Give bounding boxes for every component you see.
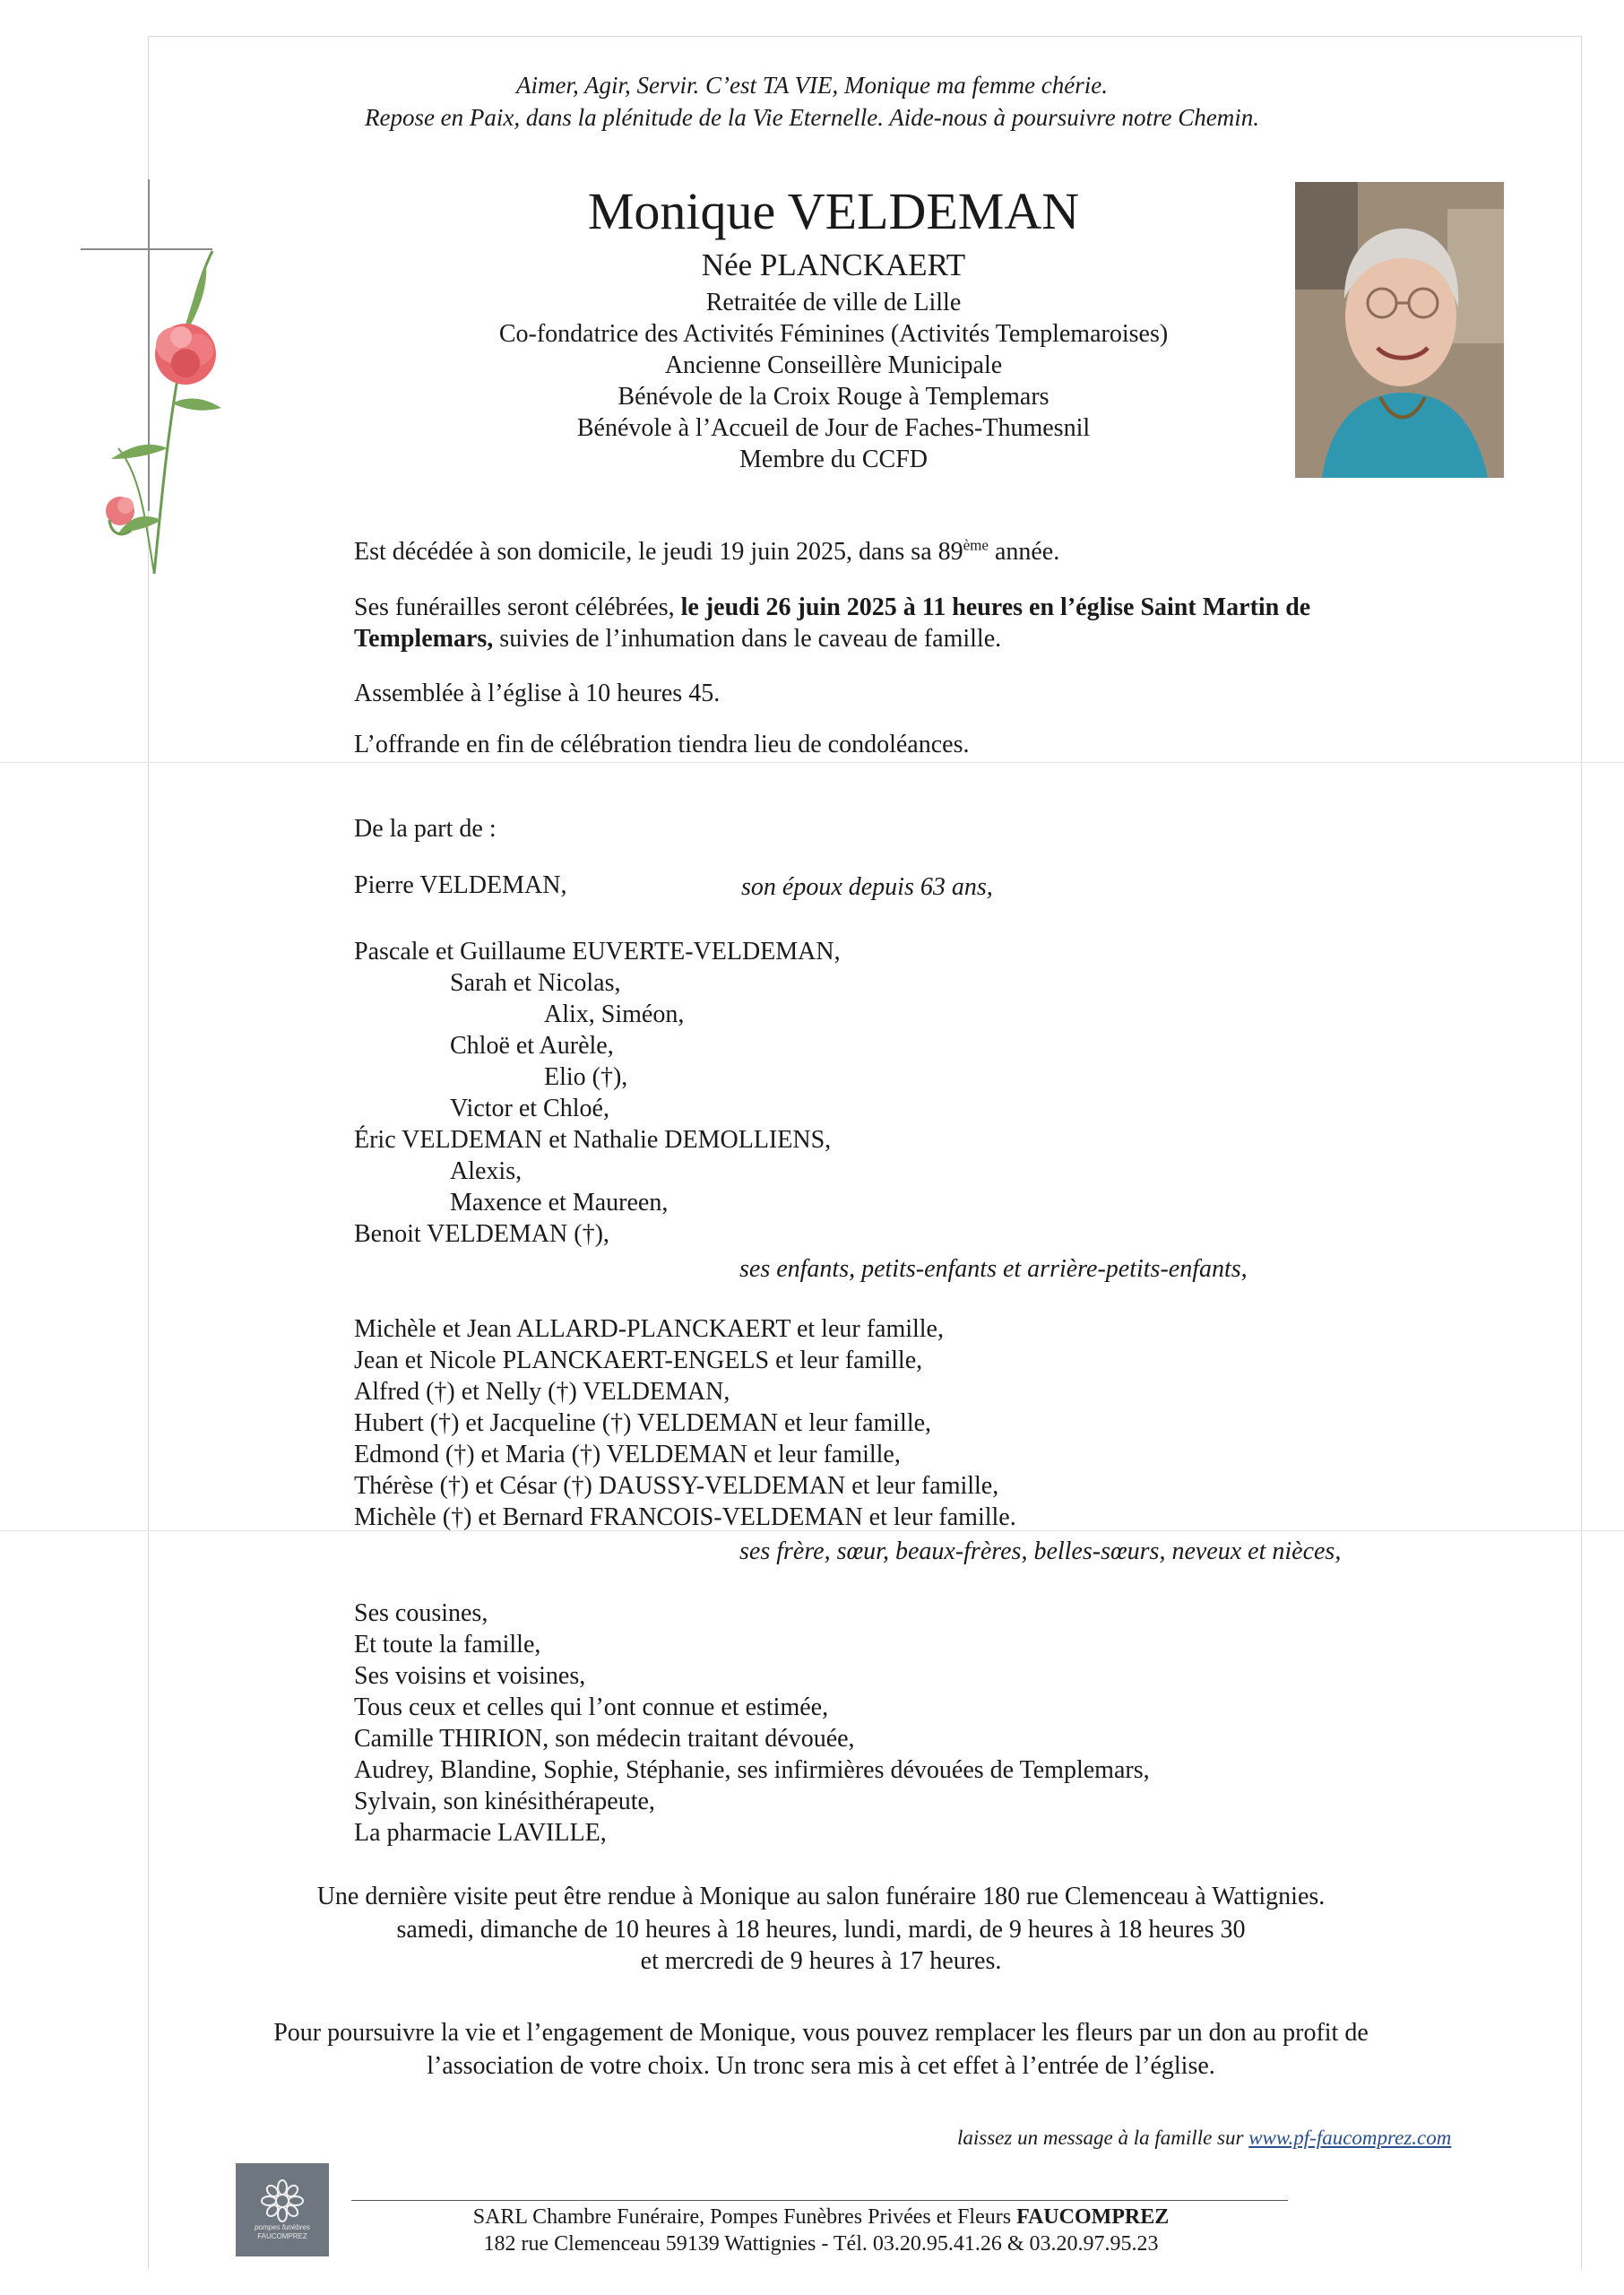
family-member: Alexis, [450,1157,523,1185]
visit-hours: et mercredi de 9 heures à 17 heures. [640,1947,1002,1975]
sibling-entry: Hubert (†) et Jacqueline (†) VELDEMAN et leur famille, [354,1409,932,1437]
company-address: 182 rue Clemenceau 59139 Wattignies - Tél. 03.20.95.41.26 & 03.20.97.95.23 [483,2232,1159,2256]
visit-info: Une dernière visite peut être rendue à Monique au salon funéraire 180 rue Clemenceau à Wattignies. [316,1883,1326,1910]
title-line: Retraitée de ville de Lille [705,289,962,316]
other-mourner: Sylvain, son kinésithérapeute, [354,1788,655,1815]
sibling-entry: Jean et Nicole PLANCKAERT-ENGELS et leur famille, [354,1347,923,1374]
sibling-entry: Thérèse (†) et César (†) DAUSSY-VELDEMAN et leur famille, [354,1472,999,1500]
other-mourner: Et toute la famille, [354,1631,541,1658]
assembly-time: Assemblée à l’église à 10 heures 45. [354,680,721,707]
portrait-photo [1295,182,1504,478]
footer-divider [351,2200,1288,2201]
spouse-role: son époux depuis 63 ans, [741,873,993,901]
title-line: Ancienne Conseillère Municipale [664,351,1003,379]
family-member: Maxence et Maureen, [450,1189,669,1217]
family-member: Chloë et Aurèle, [450,1032,614,1060]
maiden-name: Née PLANCKAERT [701,247,966,282]
epigraph-line: Aimer, Agir, Servir. C’est TA VIE, Monique ma femme chérie. [516,72,1108,99]
other-mourner: Tous ceux et celles qui l’ont connue et estimée, [354,1693,829,1721]
other-mourner: Camille THIRION, son médecin traitant dévouée, [354,1725,855,1753]
family-member: Sarah et Nicolas, [450,969,621,997]
other-mourner: La pharmacie LAVILLE, [354,1819,607,1847]
family-member: Pascale et Guillaume EUVERTE-VELDEMAN, [354,938,841,966]
family-intro: De la part de : [354,815,497,843]
family-member: Benoit VELDEMAN (†), [354,1220,609,1248]
funeral-home-website-link[interactable]: www.pf-faucomprez.com [1248,2126,1452,2149]
family-member: Alix, Siméon, [544,1000,685,1028]
title-line: Co-fondatrice des Activités Féminines (Activités Templemaroises) [498,320,1169,348]
sibling-entry: Michèle (†) et Bernard FRANCOIS-VELDEMAN et leur famille. [354,1503,1016,1531]
logo-text: pompes funèbres [255,2223,310,2231]
death-announcement: Est décédée à son domicile, le jeudi 19 juin 2025, dans sa 89ème année. [354,536,1060,566]
other-mourner: Ses cousines, [354,1599,488,1627]
family-member: Victor et Chloé, [450,1095,609,1122]
title-line: Bénévole de la Croix Rouge à Templemars [618,383,1050,411]
donation-note: l’association de votre choix. Un tronc sera mis à cet effet à l’entrée de l’église. [427,2052,1215,2080]
logo-text: FAUCOMPREZ [257,2232,307,2240]
siblings-role: ses frère, sœur, beaux-frères, belles-sœurs, neveux et nièces, [739,1537,1342,1565]
children-role: ses enfants, petits-enfants et arrière-petits-enfants, [739,1255,1248,1283]
deceased-name: Monique VELDEMAN [587,182,1080,240]
sibling-entry: Edmond (†) et Maria (†) VELDEMAN et leur famille, [354,1441,901,1468]
family-member: Éric VELDEMAN et Nathalie DEMOLLIENS, [354,1126,832,1154]
message-line: laissez un message à la famille sur www.pf-faucomprez.com [957,2126,1452,2149]
donation-note: Pour poursuivre la vie et l’engagement de Monique, vous pouvez remplacer les fleurs par un don au profit de [273,2019,1369,2047]
other-mourner: Ses voisins et voisines, [354,1662,586,1690]
visit-hours: samedi, dimanche de 10 heures à 18 heures, lundi, mardi, de 9 heures à 18 heures 30 [396,1916,1246,1944]
sibling-entry: Alfred (†) et Nelly (†) VELDEMAN, [354,1378,730,1406]
funeral-line-2: Templemars, suivies de l’inhumation dans le caveau de famille. [354,625,1002,653]
fold-line [0,762,1624,763]
funeral-line-1: Ses funérailles seront célébrées, le jeudi 26 juin 2025 à 11 heures en l’église Saint Martin de [354,593,1311,621]
offering-note: L’offrande en fin de célébration tiendra lieu de condoléances. [354,731,970,758]
other-mourner: Audrey, Blandine, Sophie, Stéphanie, ses infirmières dévouées de Templemars, [354,1756,1150,1784]
title-line: Membre du CCFD [739,446,928,473]
sibling-entry: Michèle et Jean ALLARD-PLANCKAERT et leur famille, [354,1315,944,1343]
epigraph-line: Repose en Paix, dans la plénitude de la Vie Eternelle. Aide-nous à poursuivre notre Chemin. [364,104,1260,131]
title-line: Bénévole à l’Accueil de Jour de Faches-Thumesnil [576,414,1091,442]
family-member: Elio (†), [544,1063,628,1091]
company-name: SARL Chambre Funéraire, Pompes Funèbres Privées et Fleurs FAUCOMPREZ [472,2205,1170,2229]
spouse-name: Pierre VELDEMAN, [354,871,567,899]
